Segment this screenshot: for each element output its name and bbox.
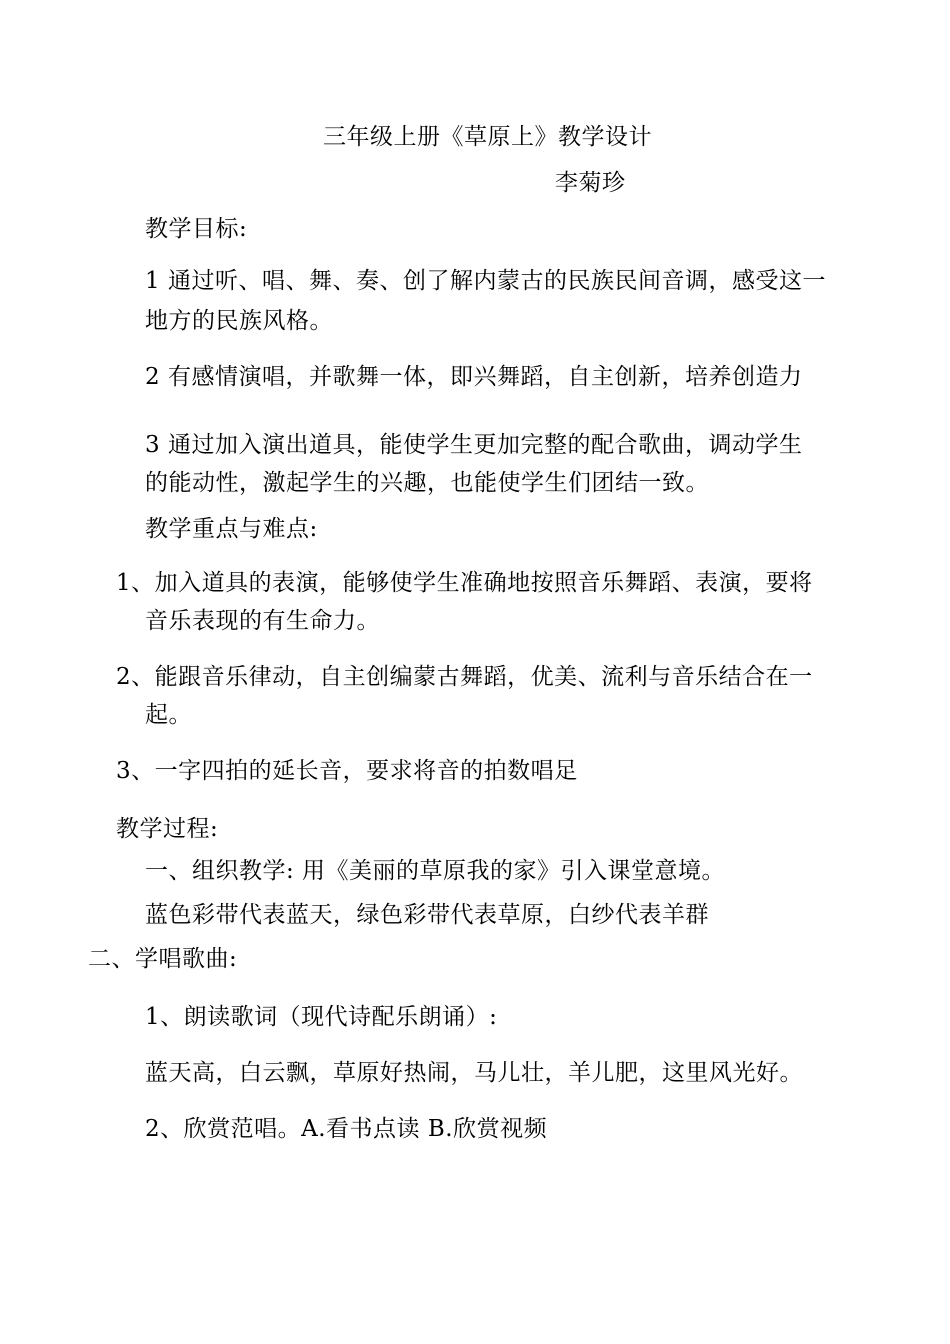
process-step: 二、学唱歌曲: xyxy=(88,946,238,972)
keypoint-item-continued: 起。 xyxy=(145,702,192,728)
keypoint-item: 2、能跟音乐律动，自主创编蒙古舞蹈，优美、流利与音乐结合在一 xyxy=(116,664,813,690)
keypoint-item: 3、一字四拍的延长音，要求将音的拍数唱足 xyxy=(116,758,578,784)
process-heading: 教学过程: xyxy=(116,816,219,842)
process-substep: 1、朗读歌词（现代诗配乐朗诵）: xyxy=(145,1004,498,1030)
objective-item-continued: 地方的民族风格。 xyxy=(145,308,333,334)
author-name: 李菊珍 xyxy=(555,170,626,196)
keypoints-heading: 教学重点与难点: xyxy=(145,516,318,542)
objective-item: 2 有感情演唱，并歌舞一体，即兴舞蹈，自主创新，培养创造力 xyxy=(145,364,803,390)
process-step: 一、组织教学: 用《美丽的草原我的家》引入课堂意境。 xyxy=(145,858,726,884)
document-title: 三年级上册《草原上》教学设计 xyxy=(323,124,652,150)
process-substep: 2、欣赏范唱。A.看书点读 B.欣赏视频 xyxy=(145,1116,548,1142)
lyrics-text: 蓝天高，白云飘，草原好热闹，马儿壮，羊儿肥，这里风光好。 xyxy=(145,1060,803,1086)
keypoint-item-continued: 音乐表现的有生命力。 xyxy=(145,608,380,634)
objective-item: 3 通过加入演出道具，能使学生更加完整的配合歌曲，调动学生 xyxy=(145,432,803,458)
objectives-heading: 教学目标: xyxy=(145,216,248,242)
keypoint-item: 1、加入道具的表演，能够使学生准确地按照音乐舞蹈、表演，要将 xyxy=(116,570,813,596)
objective-item-continued: 的能动性，激起学生的兴趣，也能使学生们团结一致。 xyxy=(145,470,709,496)
objective-item: 1 通过听、唱、舞、奏、创了解内蒙古的民族民间音调，感受这一 xyxy=(145,268,826,294)
process-step-detail: 蓝色彩带代表蓝天，绿色彩带代表草原，白纱代表羊群 xyxy=(145,902,709,928)
